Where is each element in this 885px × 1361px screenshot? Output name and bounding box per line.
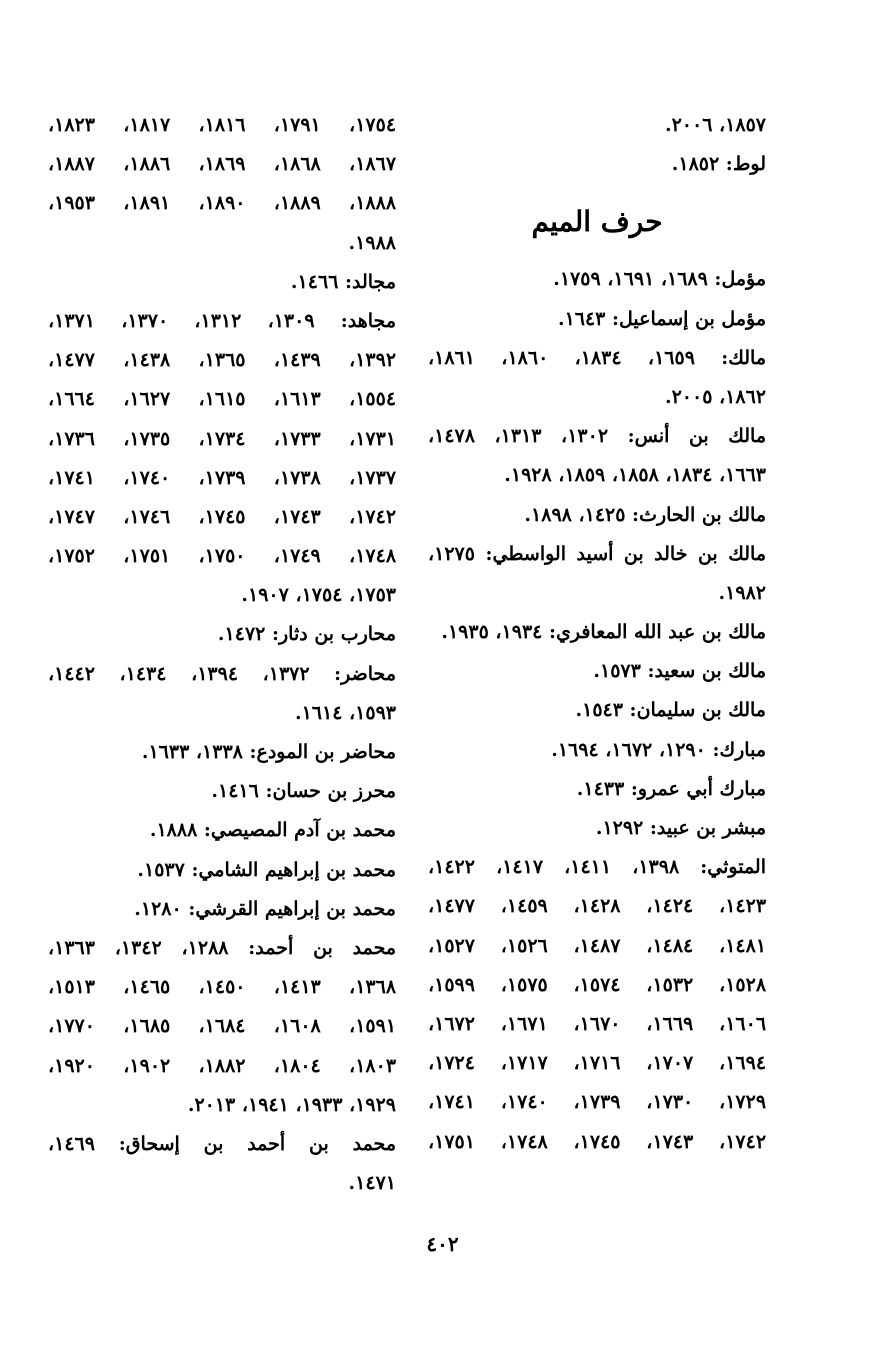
index-line: ١٧٥٣، ١٧٥٤، ١٩٠٧. (241, 584, 396, 607)
index-line: مالك بن خالد بن أسيد الواسطي: ١٢٧٥، (428, 542, 766, 565)
index-line: ١٤٢٣، ١٤٢٤، ١٤٢٨، ١٤٥٩، ١٤٧٧، (428, 895, 766, 918)
index-line: ١٩٢٩، ١٩٣٣، ١٩٤١، ٢٠١٣. (187, 1093, 396, 1116)
index-line: محمد بن أحمد: ١٢٨٨، ١٣٤٢، ١٣٦٣، (48, 936, 396, 959)
index-line: مبشر بن عبيد: ١٢٩٢. (595, 817, 766, 839)
index-line: ١٨٦٢، ٢٠٠٥. (664, 385, 766, 408)
index-line: محاضر: ١٣٧٢، ١٣٩٤، ١٤٣٤، ١٤٤٢، (48, 662, 396, 685)
index-line: مالك بن أنس: ١٣٠٢، ١٣١٣، ١٤٧٨، (428, 425, 766, 448)
index-column-right (428, 106, 766, 1162)
index-line: ١٥٥٤، ١٦١٣، ١٦١٥، ١٦٢٧، ١٦٦٤، (48, 388, 396, 411)
index-line: المتوثي: ١٣٩٨، ١٤١١، ١٤١٧، ١٤٢٢، (428, 856, 766, 879)
index-line: ١٩٨٨. (348, 231, 396, 254)
index-line: مالك: ١٦٥٩، ١٨٣٤، ١٨٦٠، ١٨٦١، (428, 346, 766, 369)
index-line: ١٤٨١، ١٤٨٤، ١٤٨٧، ١٥٢٦، ١٥٢٧، (428, 934, 766, 957)
index-line: مالك بن سليمان: ١٥٤٣. (575, 699, 766, 722)
index-line: مبارك أبي عمرو: ١٤٣٣. (576, 777, 766, 800)
index-line: مجاهد: ١٣٠٩، ١٣١٢، ١٣٧٠، ١٣٧١، (48, 309, 396, 332)
index-line: مجالد: ١٤٦٦. (290, 270, 396, 293)
index-line: محمد بن أحمد بن إسحاق: ١٤٦٩، (48, 1132, 396, 1155)
index-line: ١٧٢٩، ١٧٣٠، ١٧٣٩، ١٧٤٠، ١٧٤١، (428, 1091, 766, 1114)
index-line: ١٧٤٢، ١٧٤٣، ١٧٤٥، ١٧٤٨، ١٧٥١، (428, 1130, 766, 1153)
index-line: ١٨٦٧، ١٨٦٨، ١٨٦٩، ١٨٨٦، ١٨٨٧، (48, 153, 396, 176)
index-line: مالك بن الحارث: ١٤٢٥، ١٨٩٨. (524, 503, 766, 526)
index-line: ١٧٣١، ١٧٣٣، ١٧٣٤، ١٧٣٥، ١٧٣٦، (48, 427, 396, 450)
index-line: ١٧٤٢، ١٧٤٣، ١٧٤٥، ١٧٤٦، ١٧٤٧، (48, 505, 396, 528)
index-line: ١٧٣٧، ١٧٣٨، ١٧٣٩، ١٧٤٠، ١٧٤١، (48, 466, 396, 489)
index-line: ١٧٤٨، ١٧٤٩، ١٧٥٠، ١٧٥١، ١٧٥٢، (48, 545, 396, 568)
index-line: محمد بن آدم المصيصي: ١٨٨٨. (149, 819, 396, 842)
index-line: محرز بن حسان: ١٤١٦. (211, 780, 396, 803)
index-line: ١٦٩٤، ١٧٠٧، ١٧١٦، ١٧١٧، ١٧٢٤، (428, 1052, 766, 1075)
index-line: محارب بن دثار: ١٤٧٢. (217, 623, 396, 646)
index-line: ١٣٦٨، ١٤١٣، ١٤٥٠، ١٤٦٥، ١٥١٣، (48, 976, 396, 999)
index-line: ١٦٠٦، ١٦٦٩، ١٦٧٠، ١٦٧١، ١٦٧٢، (428, 1012, 766, 1035)
index-line: ١٨٥٧، ٢٠٠٦. (664, 114, 766, 136)
index-line: ١٨٨٨، ١٨٨٩، ١٨٩٠، ١٨٩١، ١٩٥٣، (48, 192, 396, 215)
index-line: ١٥٢٨، ١٥٣٢، ١٥٧٤، ١٥٧٥، ١٥٩٩، (428, 973, 766, 996)
page-number: ٤٠٢ (426, 1232, 459, 1256)
index-line: ١٥٩٣، ١٦١٤. (294, 701, 396, 724)
index-column-left (48, 106, 396, 1203)
section-heading: حرف الميم (531, 205, 663, 239)
index-line: ١٩٨٢. (718, 581, 766, 604)
index-line: مبارك: ١٢٩٠، ١٦٧٢، ١٦٩٤. (551, 738, 766, 761)
index-line: مالك بن سعيد: ١٥٧٣. (593, 660, 766, 683)
index-line: ١٥٩١، ١٦٠٨، ١٦٨٤، ١٦٨٥، ١٧٧٠، (48, 1015, 396, 1038)
index-line: ١٣٩٢، ١٤٣٩، ١٣٦٥، ١٤٣٨، ١٤٧٧، (48, 349, 396, 372)
index-line: ١٤٧١. (348, 1172, 396, 1195)
index-line: محاضر بن المودع: ١٣٣٨، ١٦٣٣. (141, 741, 396, 763)
index-line: لوط: ١٨٥٢. (671, 153, 766, 176)
index-line: مؤمل بن إسماعيل: ١٦٤٣. (557, 307, 766, 330)
index-line: مؤمل: ١٦٨٩، ١٦٩١، ١٧٥٩. (553, 268, 766, 291)
index-line: محمد بن إبراهيم الشامي: ١٥٣٧. (137, 858, 396, 881)
index-line: مالك بن عبد الله المعافري: ١٩٣٤، ١٩٣٥. (441, 621, 766, 644)
index-line: ١٦٦٣، ١٨٣٤، ١٨٥٨، ١٨٥٩، ١٩٢٨. (504, 464, 766, 487)
index-line: محمد بن إبراهيم القرشي: ١٢٨٠. (134, 897, 396, 920)
index-line: ١٧٥٤، ١٧٩١، ١٨١٦، ١٨١٧، ١٨٢٣، (48, 114, 396, 136)
index-line: ١٨٠٣، ١٨٠٤، ١٨٨٢، ١٩٠٢، ١٩٢٠، (48, 1054, 396, 1077)
